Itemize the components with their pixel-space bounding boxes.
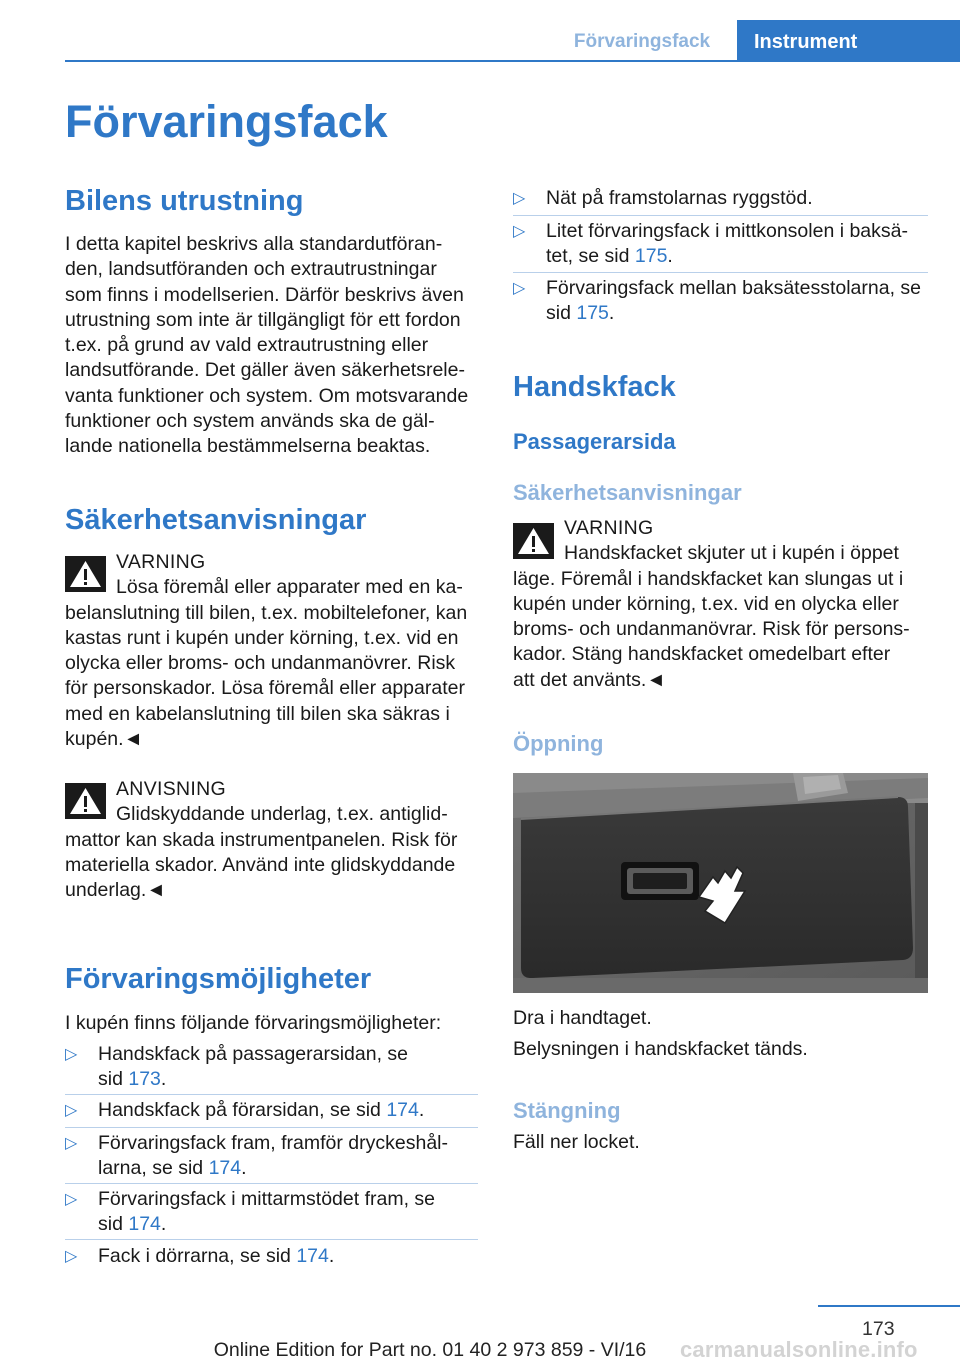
page-link[interactable]: 174	[296, 1245, 329, 1267]
page-link[interactable]: 174	[208, 1157, 242, 1180]
safety-warning: VARNING Lösa föremål eller apparater med en ka- belanslutning till bilen, t.ex. mobiltelefoner, kan kastas runt i kupén under körning, t.ex. vid en olycka eller broms- och undanmanövrer. Risk för personskador. Lösa föremål eller apparater med en kabelanslutning till bilen ska säkras i kupén.◄	[65, 551, 468, 751]
warning-label: VARNING	[564, 517, 654, 539]
list-divider	[65, 1183, 478, 1184]
list-item: ▷ Förvaringsfack mellan baksätesstolarna, se sid 175.	[513, 277, 922, 325]
safety-notice: ANVISNING Glidskyddande underlag, t.ex. antiglid- mattor kan skada instrumentpanelen. Risk för materiella skador. Använd inte glidskyddande underlag.◄	[65, 778, 458, 902]
page-link[interactable]: 174	[128, 1213, 161, 1236]
list-divider	[65, 1094, 478, 1095]
watermark: carmanualsonline.info	[680, 1337, 918, 1362]
page-number: 173	[862, 1318, 895, 1340]
triangle-bullet-icon: ▷	[513, 280, 526, 297]
page-link[interactable]: 175	[634, 245, 668, 268]
opening-heading: Öppning	[513, 731, 604, 756]
header-chapter-tab[interactable]: Instrument	[737, 20, 960, 62]
list-divider	[513, 272, 928, 273]
triangle-bullet-icon: ▷	[65, 1102, 78, 1119]
glovebox-warning: VARNING Handskfacket skjuter ut i kupén i öppet läge. Föremål i handskfacket kan slungas ut i kupén under körning, t.ex. vid en olycka eller broms- och undanmanövrar. Risk för persons- kador. Stäng handskfacket omedelbart efter att det använts.◄	[513, 517, 910, 691]
glovebox-heading: Handskfack	[513, 371, 676, 403]
triangle-bullet-icon: ▷	[65, 1191, 78, 1208]
glovebox-handle-photo	[513, 773, 928, 993]
list-item: ▷ Handskfack på förarsidan, se sid 174.	[65, 1098, 424, 1123]
intro-heading: Bilens utrustning	[65, 185, 304, 217]
list-divider	[65, 1239, 478, 1240]
footer-edition: Online Edition for Part no. 01 40 2 973 859 - VI/16	[213, 1339, 647, 1361]
closing-heading: Stängning	[513, 1098, 621, 1123]
warning-label: VARNING	[116, 551, 206, 573]
glovebox-safety-heading: Säkerhetsanvisningar	[513, 480, 742, 505]
list-item: ▷ Litet förvaringsfack i mittkonsolen i baksä- tet, se sid 175.	[513, 220, 908, 268]
header-rule	[65, 60, 960, 62]
triangle-bullet-icon: ▷	[513, 190, 526, 207]
page-link[interactable]: 173	[128, 1068, 161, 1091]
list-item: ▷ Förvaringsfack i mittarmstödet fram, se sid 174.	[65, 1188, 436, 1236]
footer-rule	[818, 1305, 960, 1307]
header-section-label: Förvaringsfack	[573, 31, 711, 52]
storage-heading: Förvaringsmöjligheter	[65, 963, 372, 995]
triangle-bullet-icon: ▷	[65, 1135, 78, 1152]
storage-intro: I kupén finns följande förvaringsmöjligheter:	[65, 1012, 442, 1034]
list-divider	[65, 1127, 478, 1128]
notice-label: ANVISNING	[116, 778, 226, 800]
page-link[interactable]: 174	[386, 1099, 419, 1121]
list-item: ▷ Handskfack på passagerarsidan, se sid 173.	[65, 1043, 409, 1091]
triangle-bullet-icon: ▷	[65, 1248, 78, 1265]
safety-heading: Säkerhetsanvisningar	[65, 504, 367, 536]
triangle-bullet-icon: ▷	[65, 1046, 78, 1063]
closing-text: Fäll ner locket.	[513, 1131, 640, 1153]
page-title: Förvaringsfack	[65, 96, 388, 147]
list-item: ▷ Fack i dörrarna, se sid 174.	[65, 1244, 334, 1269]
opening-text: Dra i handtaget. Belysningen i handskfacket tänds.	[513, 1007, 808, 1061]
intro-paragraph: I detta kapitel beskrivs alla standardutföran- den, landsutföranden och extrautrustningar som finns i modellserien. Därför beskrivs även utrustning som inte är tillgängligt för ett fordon t.ex. på grund av vald extrautrustning eller landsutförande. Det gäller även säkerhetsrele- vanta funktioner och system. Om motsvarande funktioner och system används ska de gäl- lande nationella bestämmelserna beaktas.	[65, 233, 469, 458]
page-link[interactable]: 175	[576, 302, 609, 325]
glovebox-subheading: Passagerarsida	[513, 429, 676, 454]
list-divider	[513, 215, 928, 216]
list-item: ▷ Nät på framstolarnas ryggstöd.	[513, 186, 813, 211]
list-item: ▷ Förvaringsfack fram, framför dryckeshål- larna, se sid 174.	[65, 1132, 449, 1180]
triangle-bullet-icon: ▷	[513, 223, 526, 240]
